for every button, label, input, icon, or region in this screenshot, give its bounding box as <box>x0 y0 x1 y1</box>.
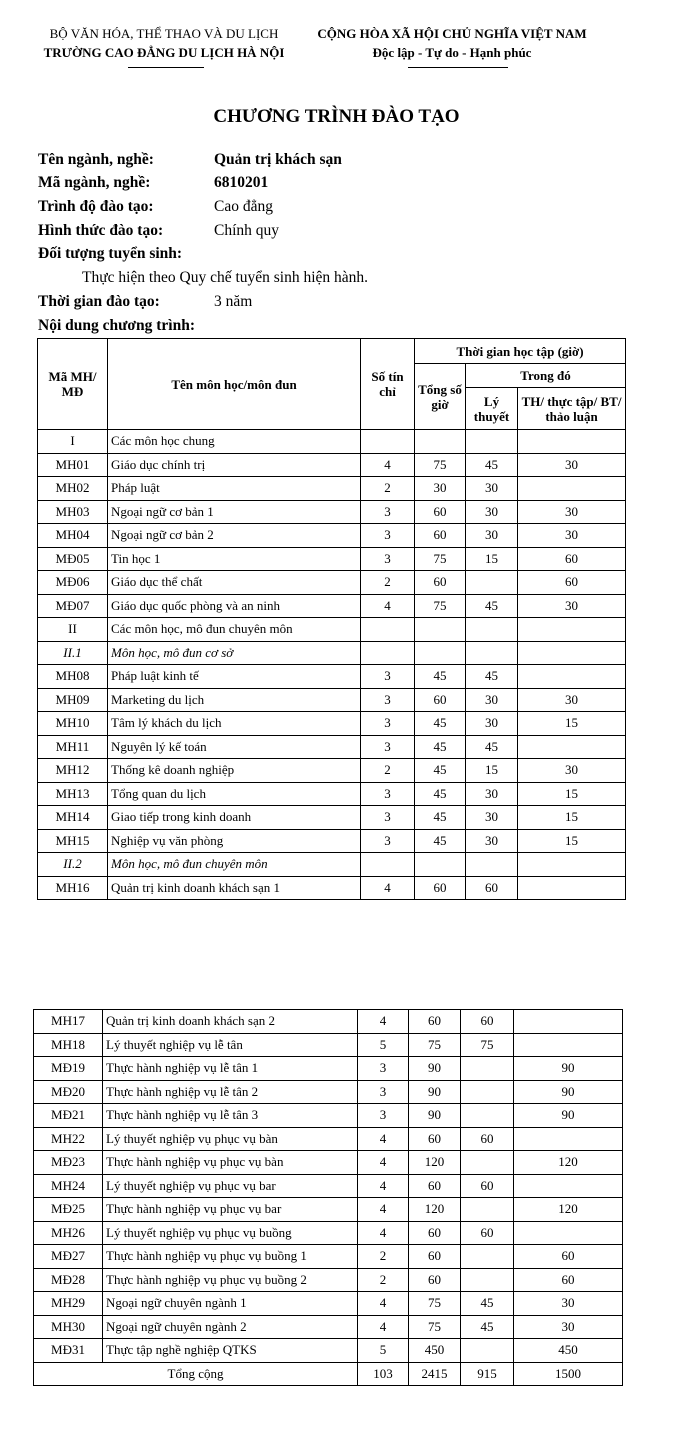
cell-name: Ngoại ngữ cơ bản 1 <box>108 500 361 524</box>
cell-theory <box>461 1198 514 1222</box>
cell-theory: 45 <box>461 1292 514 1316</box>
cell-credits: 2 <box>358 1245 409 1269</box>
table-row <box>38 618 626 642</box>
cell-code: MH04 <box>38 524 108 548</box>
cell-name: Thực hành nghiệp vụ phục vụ buồng 2 <box>103 1268 358 1292</box>
page-title: CHƯƠNG TRÌNH ĐÀO TẠO <box>213 106 460 127</box>
table-row <box>34 1245 623 1269</box>
cell-practice: 30 <box>518 524 626 548</box>
cell-credits: 4 <box>358 1174 409 1198</box>
table-row <box>38 524 626 548</box>
cell-name: Ngoại ngữ cơ bản 2 <box>108 524 361 548</box>
cell-code: II.2 <box>38 853 108 877</box>
cell-total-hours: 60 <box>415 688 466 712</box>
cell-theory: 30 <box>466 806 518 830</box>
cell-total-hours: 60 <box>409 1245 461 1269</box>
cell-total-hours: 45 <box>415 806 466 830</box>
table-row <box>34 1080 623 1104</box>
cell-name: Giáo dục thể chất <box>108 571 361 595</box>
table-row <box>38 594 626 618</box>
cell-practice: 120 <box>514 1198 623 1222</box>
cell-credits: 4 <box>358 1315 409 1339</box>
cell-name: Lý thuyết nghiệp vụ phục vụ bàn <box>103 1127 358 1151</box>
cell-code: MH01 <box>38 453 108 477</box>
cell-total-hours: 75 <box>415 547 466 571</box>
cell-code: MĐ31 <box>34 1339 103 1363</box>
cell-credits: 4 <box>361 453 415 477</box>
cell-credits: 3 <box>358 1057 409 1081</box>
cell-total-hours: 60 <box>409 1127 461 1151</box>
cell-theory: 60 <box>461 1221 514 1245</box>
cell-code: MH16 <box>38 876 108 900</box>
cell-practice: 30 <box>514 1315 623 1339</box>
table-row <box>38 665 626 689</box>
code-label: Mã ngành, nghề: <box>38 174 151 191</box>
cell-theory: 30 <box>466 500 518 524</box>
cell-code: MĐ07 <box>38 594 108 618</box>
cell-code: MH13 <box>38 782 108 806</box>
cell-total-hours: 45 <box>415 829 466 853</box>
cell-total-hours: 60 <box>415 500 466 524</box>
issuer-underline <box>128 67 204 68</box>
cell-name: Giao tiếp trong kinh doanh <box>108 806 361 830</box>
cell-credits: 5 <box>358 1033 409 1057</box>
cell-theory <box>461 1104 514 1128</box>
info-target <box>38 242 182 266</box>
cell-total-hours: 450 <box>409 1339 461 1363</box>
cell-name: Marketing du lịch <box>108 688 361 712</box>
cell-code: MH17 <box>34 1010 103 1034</box>
cell-credits: 2 <box>361 571 415 595</box>
cell-theory: 30 <box>466 477 518 501</box>
cell-total-hours: 75 <box>415 594 466 618</box>
cell-practice: 30 <box>518 688 626 712</box>
cell-credits <box>361 430 415 454</box>
cell-practice <box>518 477 626 501</box>
cell-total-hours: 120 <box>409 1151 461 1175</box>
col-header-code: Mã MH/ MĐ <box>38 339 108 430</box>
cell-practice <box>518 641 626 665</box>
cell-credits: 3 <box>361 712 415 736</box>
table-row <box>38 477 626 501</box>
cell-credits: 3 <box>361 665 415 689</box>
info-level <box>38 195 273 219</box>
curriculum-table-part-1 <box>37 338 626 900</box>
cell-name: Tâm lý khách du lịch <box>108 712 361 736</box>
cell-code: MH12 <box>38 759 108 783</box>
table-row <box>34 1151 623 1175</box>
cell-code: MH08 <box>38 665 108 689</box>
col-header-credits: Số tín chỉ <box>361 339 415 430</box>
cell-theory: 30 <box>466 829 518 853</box>
cell-code: MH02 <box>38 477 108 501</box>
cell-total-hours: 90 <box>409 1080 461 1104</box>
cell-code: MĐ28 <box>34 1268 103 1292</box>
cell-code: MĐ19 <box>34 1057 103 1081</box>
cell-practice <box>514 1221 623 1245</box>
level-label: Trình độ đào tạo: <box>38 198 154 215</box>
form-label: Hình thức đào tạo: <box>38 222 164 239</box>
ministry-name: BỘ VĂN HÓA, THỂ THAO VÀ DU LỊCH <box>49 26 279 41</box>
table-row <box>38 829 626 853</box>
cell-theory: 15 <box>466 759 518 783</box>
duration-label: Thời gian đào tạo: <box>38 293 160 310</box>
cell-code: MH10 <box>38 712 108 736</box>
cell-practice <box>518 853 626 877</box>
table-row <box>38 500 626 524</box>
col-header-time: Thời gian học tập (giờ) <box>415 339 626 364</box>
table-row <box>34 1268 623 1292</box>
form-value: Chính quy <box>214 222 280 239</box>
table-row <box>38 571 626 595</box>
table-row <box>34 1292 623 1316</box>
cell-name: Tổng quan du lịch <box>108 782 361 806</box>
cell-credits: 4 <box>358 1198 409 1222</box>
cell-practice: 450 <box>514 1339 623 1363</box>
cell-name: Quản trị kinh doanh khách sạn 2 <box>103 1010 358 1034</box>
cell-name: Môn học, mô đun chuyên môn <box>108 853 361 877</box>
cell-total-hours <box>415 618 466 642</box>
cell-name: Thực tập nghề nghiệp QTKS <box>103 1339 358 1363</box>
total-row <box>34 1362 623 1386</box>
code-value: 6810201 <box>214 174 269 191</box>
col-header-total-hours: Tổng số giờ <box>415 364 466 430</box>
cell-credits: 2 <box>361 477 415 501</box>
info-content <box>38 314 195 338</box>
cell-total-hours: 75 <box>409 1033 461 1057</box>
cell-theory <box>466 430 518 454</box>
info-form <box>38 219 279 243</box>
table-row <box>38 547 626 571</box>
cell-name: Thực hành nghiệp vụ phục vụ buồng 1 <box>103 1245 358 1269</box>
cell-code: MĐ20 <box>34 1080 103 1104</box>
col-header-in-which: Trong đó <box>466 364 626 388</box>
cell-total-hours: 60 <box>409 1268 461 1292</box>
cell-code: MH15 <box>38 829 108 853</box>
total-practice: 1500 <box>514 1362 623 1386</box>
target-label: Đối tượng tuyển sinh: <box>38 245 183 262</box>
table-row <box>38 759 626 783</box>
cell-credits: 4 <box>358 1292 409 1316</box>
cell-practice <box>518 735 626 759</box>
cell-theory <box>461 1339 514 1363</box>
country-name: CỘNG HÒA XÃ HỘI CHỦ NGHĨA VIỆT NAM <box>317 26 587 41</box>
table-row <box>34 1057 623 1081</box>
cell-credits: 3 <box>361 782 415 806</box>
total-label: Tổng cộng <box>34 1362 358 1386</box>
cell-total-hours: 60 <box>415 524 466 548</box>
cell-practice: 30 <box>518 594 626 618</box>
table-row <box>34 1339 623 1363</box>
cell-code: MĐ21 <box>34 1104 103 1128</box>
cell-practice: 120 <box>514 1151 623 1175</box>
cell-name: Lý thuyết nghiệp vụ phục vụ buồng <box>103 1221 358 1245</box>
cell-total-hours: 30 <box>415 477 466 501</box>
table-row <box>34 1010 623 1034</box>
cell-name: Thực hành nghiệp vụ lễ tân 2 <box>103 1080 358 1104</box>
cell-code: MĐ27 <box>34 1245 103 1269</box>
cell-practice: 15 <box>518 806 626 830</box>
info-duration <box>38 290 252 314</box>
table-row <box>34 1104 623 1128</box>
col-header-theory: Lý thuyết <box>466 388 518 430</box>
cell-credits: 5 <box>358 1339 409 1363</box>
cell-code: MH09 <box>38 688 108 712</box>
cell-code: MĐ05 <box>38 547 108 571</box>
cell-theory: 15 <box>466 547 518 571</box>
cell-credits: 3 <box>358 1104 409 1128</box>
cell-practice <box>514 1010 623 1034</box>
table-row <box>34 1198 623 1222</box>
motto-underline <box>408 67 508 68</box>
cell-credits: 2 <box>358 1268 409 1292</box>
table-row <box>34 1221 623 1245</box>
table-body-part-2 <box>34 1010 623 1363</box>
cell-practice: 15 <box>518 712 626 736</box>
cell-theory: 30 <box>466 782 518 806</box>
cell-code: MH18 <box>34 1033 103 1057</box>
cell-name: Môn học, mô đun cơ sở <box>108 641 361 665</box>
cell-total-hours: 45 <box>415 735 466 759</box>
table-row <box>38 641 626 665</box>
cell-practice <box>518 430 626 454</box>
total-hours: 2415 <box>409 1362 461 1386</box>
cell-code: MĐ23 <box>34 1151 103 1175</box>
cell-practice: 60 <box>518 571 626 595</box>
cell-theory: 45 <box>466 665 518 689</box>
cell-credits: 3 <box>358 1080 409 1104</box>
cell-practice: 90 <box>514 1057 623 1081</box>
cell-credits <box>361 618 415 642</box>
cell-practice: 30 <box>514 1292 623 1316</box>
table-body-part-1 <box>38 430 626 900</box>
cell-practice <box>514 1174 623 1198</box>
cell-total-hours: 90 <box>409 1057 461 1081</box>
cell-code: I <box>38 430 108 454</box>
cell-credits: 3 <box>361 524 415 548</box>
cell-name: Thực hành nghiệp vụ phục vụ bàn <box>103 1151 358 1175</box>
cell-practice: 15 <box>518 782 626 806</box>
cell-theory: 45 <box>466 735 518 759</box>
cell-name: Các môn học chung <box>108 430 361 454</box>
cell-code: MH11 <box>38 735 108 759</box>
cell-theory: 75 <box>461 1033 514 1057</box>
info-code <box>38 171 268 195</box>
table-row <box>38 806 626 830</box>
table-row <box>38 712 626 736</box>
duration-value: 3 năm <box>214 293 253 310</box>
cell-practice: 90 <box>514 1104 623 1128</box>
cell-theory <box>461 1151 514 1175</box>
cell-theory: 45 <box>466 594 518 618</box>
info-major <box>38 148 342 172</box>
cell-theory: 30 <box>466 712 518 736</box>
cell-code: MH03 <box>38 500 108 524</box>
cell-practice: 60 <box>518 547 626 571</box>
total-credits: 103 <box>358 1362 409 1386</box>
cell-theory: 45 <box>466 453 518 477</box>
cell-code: MH14 <box>38 806 108 830</box>
cell-name: Thực hành nghiệp vụ lễ tân 1 <box>103 1057 358 1081</box>
cell-name: Quản trị kinh doanh khách sạn 1 <box>108 876 361 900</box>
cell-name: Lý thuyết nghiệp vụ phục vụ bar <box>103 1174 358 1198</box>
cell-total-hours: 90 <box>409 1104 461 1128</box>
cell-name: Tin học 1 <box>108 547 361 571</box>
cell-credits: 3 <box>361 735 415 759</box>
cell-theory: 60 <box>466 876 518 900</box>
table-row <box>34 1033 623 1057</box>
cell-name: Ngoại ngữ chuyên ngành 1 <box>103 1292 358 1316</box>
cell-practice <box>514 1033 623 1057</box>
cell-total-hours: 60 <box>415 876 466 900</box>
cell-name: Nghiệp vụ văn phòng <box>108 829 361 853</box>
cell-total-hours: 75 <box>415 453 466 477</box>
cell-credits: 4 <box>358 1127 409 1151</box>
cell-theory: 30 <box>466 688 518 712</box>
cell-practice: 90 <box>514 1080 623 1104</box>
cell-practice: 60 <box>514 1245 623 1269</box>
cell-total-hours: 60 <box>415 571 466 595</box>
cell-total-hours: 60 <box>409 1174 461 1198</box>
table-row <box>38 853 626 877</box>
cell-total-hours: 60 <box>409 1221 461 1245</box>
cell-code: MH22 <box>34 1127 103 1151</box>
cell-credits: 3 <box>361 500 415 524</box>
cell-credits: 2 <box>361 759 415 783</box>
cell-total-hours: 120 <box>409 1198 461 1222</box>
major-label: Tên ngành, nghề: <box>38 151 154 168</box>
cell-name: Lý thuyết nghiệp vụ lễ tân <box>103 1033 358 1057</box>
cell-credits <box>361 853 415 877</box>
table-row <box>34 1127 623 1151</box>
table-row <box>38 782 626 806</box>
table-row <box>38 453 626 477</box>
table-row <box>34 1315 623 1339</box>
cell-name: Các môn học, mô đun chuyên môn <box>108 618 361 642</box>
cell-practice: 30 <box>518 453 626 477</box>
cell-theory: 60 <box>461 1010 514 1034</box>
issuer-block <box>28 24 300 62</box>
cell-credits: 4 <box>361 876 415 900</box>
cell-practice <box>518 876 626 900</box>
cell-credits <box>361 641 415 665</box>
content-label: Nội dung chương trình: <box>38 317 195 334</box>
cell-name: Ngoại ngữ chuyên ngành 2 <box>103 1315 358 1339</box>
cell-total-hours <box>415 641 466 665</box>
cell-total-hours: 45 <box>415 782 466 806</box>
table-row <box>34 1174 623 1198</box>
table-row <box>38 876 626 900</box>
cell-code: MH24 <box>34 1174 103 1198</box>
cell-theory: 45 <box>461 1315 514 1339</box>
cell-theory: 30 <box>466 524 518 548</box>
cell-credits: 3 <box>361 806 415 830</box>
cell-theory <box>466 853 518 877</box>
cell-theory <box>466 641 518 665</box>
cell-credits: 4 <box>358 1221 409 1245</box>
cell-credits: 4 <box>361 594 415 618</box>
cell-name: Giáo dục chính trị <box>108 453 361 477</box>
cell-code: MH26 <box>34 1221 103 1245</box>
national-motto: Độc lập - Tự do - Hạnh phúc <box>372 45 532 60</box>
cell-theory <box>461 1080 514 1104</box>
cell-code: MĐ06 <box>38 571 108 595</box>
level-value: Cao đẳng <box>214 198 273 215</box>
major-value: Quản trị khách sạn <box>214 151 342 168</box>
cell-credits: 3 <box>361 547 415 571</box>
cell-total-hours <box>415 853 466 877</box>
col-header-practice: TH/ thực tập/ BT/ thảo luận <box>518 388 626 430</box>
cell-practice: 30 <box>518 759 626 783</box>
cell-practice <box>514 1127 623 1151</box>
cell-code: MH30 <box>34 1315 103 1339</box>
cell-total-hours: 45 <box>415 712 466 736</box>
national-block <box>302 24 602 62</box>
cell-name: Pháp luật kinh tế <box>108 665 361 689</box>
curriculum-table-part-2 <box>33 1009 623 1386</box>
cell-total-hours: 75 <box>409 1315 461 1339</box>
cell-theory <box>461 1057 514 1081</box>
cell-name: Thống kê doanh nghiệp <box>108 759 361 783</box>
table-row <box>38 735 626 759</box>
table-row <box>38 430 626 454</box>
cell-total-hours: 75 <box>409 1292 461 1316</box>
cell-total-hours <box>415 430 466 454</box>
cell-name: Giáo dục quốc phòng và an ninh <box>108 594 361 618</box>
school-name: TRƯỜNG CAO ĐẲNG DU LỊCH HÀ NỘI <box>43 45 285 60</box>
cell-theory: 60 <box>461 1127 514 1151</box>
cell-name: Thực hành nghiệp vụ phục vụ bar <box>103 1198 358 1222</box>
table-row <box>38 688 626 712</box>
cell-code: MĐ25 <box>34 1198 103 1222</box>
cell-code: II.1 <box>38 641 108 665</box>
cell-total-hours: 45 <box>415 665 466 689</box>
cell-practice: 30 <box>518 500 626 524</box>
cell-practice: 60 <box>514 1268 623 1292</box>
cell-name: Pháp luật <box>108 477 361 501</box>
total-theory: 915 <box>461 1362 514 1386</box>
col-header-name: Tên môn học/môn đun <box>108 339 361 430</box>
cell-theory <box>466 571 518 595</box>
info-target-value: Thực hiện theo Quy chế tuyển sinh hiện hành. <box>82 269 369 286</box>
cell-theory: 60 <box>461 1174 514 1198</box>
cell-code: II <box>38 618 108 642</box>
cell-theory <box>466 618 518 642</box>
cell-credits: 4 <box>358 1010 409 1034</box>
cell-credits: 3 <box>361 829 415 853</box>
cell-theory <box>461 1268 514 1292</box>
cell-practice: 15 <box>518 829 626 853</box>
cell-total-hours: 60 <box>409 1010 461 1034</box>
cell-name: Thực hành nghiệp vụ lễ tân 3 <box>103 1104 358 1128</box>
cell-code: MH29 <box>34 1292 103 1316</box>
cell-credits: 4 <box>358 1151 409 1175</box>
cell-theory <box>461 1245 514 1269</box>
cell-practice <box>518 618 626 642</box>
cell-practice <box>518 665 626 689</box>
cell-credits: 3 <box>361 688 415 712</box>
cell-total-hours: 45 <box>415 759 466 783</box>
cell-name: Nguyên lý kế toán <box>108 735 361 759</box>
